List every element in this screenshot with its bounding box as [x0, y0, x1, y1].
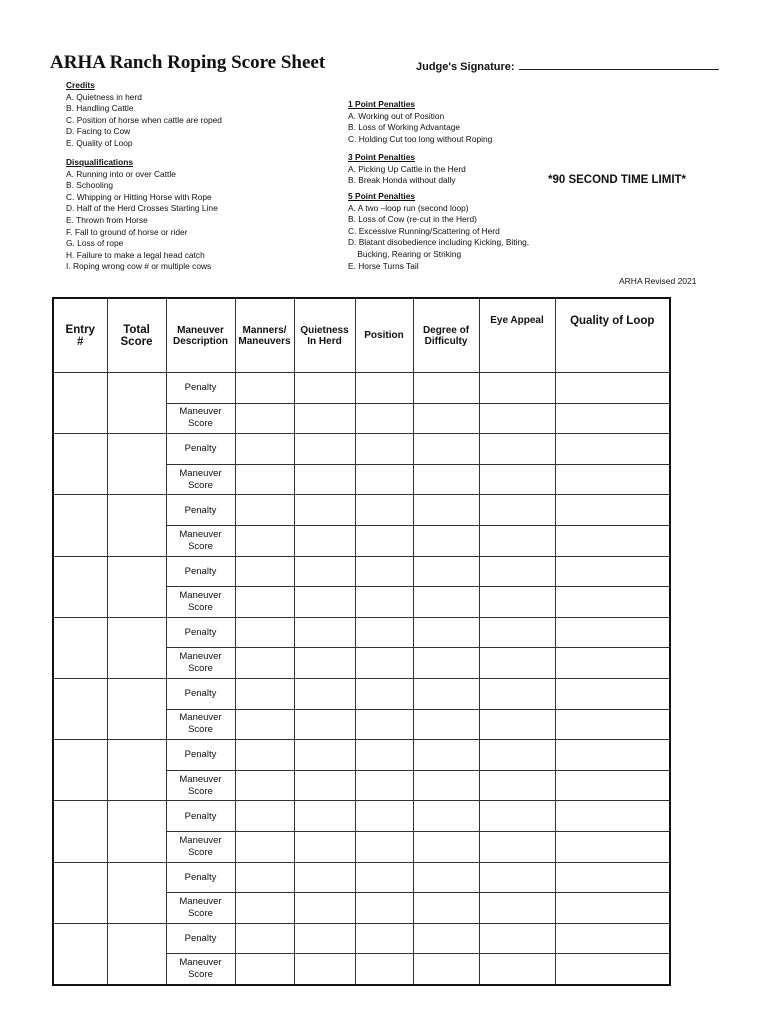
maneuver-score-cell[interactable]: [235, 525, 294, 556]
table-row: [53, 434, 670, 465]
penalty-score-cell[interactable]: [479, 740, 555, 771]
maneuver-score-cell[interactable]: [555, 587, 670, 618]
maneuver-score-label: Maneuver Score: [166, 954, 235, 985]
entry-number-cell[interactable]: [53, 678, 107, 739]
maneuver-score-cell[interactable]: [235, 954, 294, 985]
maneuver-score-cell[interactable]: [294, 464, 355, 495]
disqualification-item: A. Running into or over Cattle: [66, 168, 176, 179]
penalty-item: B. Loss of Working Advantage: [348, 122, 461, 133]
penalty-score-cell[interactable]: [555, 373, 670, 404]
maneuver-score-cell[interactable]: [355, 464, 413, 495]
entry-number-cell[interactable]: [53, 495, 107, 556]
penalty-item: A. A two –loop run (second loop): [348, 202, 469, 213]
penalty-score-cell[interactable]: [555, 617, 670, 648]
entry-number-cell[interactable]: [53, 373, 107, 434]
penalty-score-cell[interactable]: [294, 678, 355, 709]
maneuver-score-cell[interactable]: [413, 893, 479, 924]
penalty-score-cell[interactable]: [479, 923, 555, 954]
maneuver-score-cell[interactable]: [479, 464, 555, 495]
table-row: [53, 373, 670, 404]
entry-number-cell[interactable]: [53, 801, 107, 862]
disqualification-item: C. Whipping or Hitting Horse with Rope: [66, 191, 212, 202]
maneuver-score-cell[interactable]: [355, 403, 413, 434]
penalty-score-cell[interactable]: [413, 678, 479, 709]
maneuver-score-cell[interactable]: [555, 464, 670, 495]
maneuver-score-cell[interactable]: [294, 709, 355, 740]
penalty-item: C. Excessive Running/Scattering of Herd: [348, 225, 500, 236]
entry-number-cell[interactable]: [53, 556, 107, 617]
maneuver-score-label: Maneuver Score: [166, 831, 235, 862]
penalty-item: A. Working out of Position: [348, 110, 445, 121]
maneuver-score-cell[interactable]: [413, 709, 479, 740]
judge-signature-field[interactable]: [416, 59, 719, 73]
maneuver-score-cell[interactable]: [555, 709, 670, 740]
disqualification-item: G. Loss of rope: [66, 238, 124, 249]
maneuver-score-cell[interactable]: [555, 403, 670, 434]
maneuver-score-cell[interactable]: [294, 648, 355, 679]
table-row: [53, 678, 670, 709]
maneuver-score-cell[interactable]: [413, 770, 479, 801]
penalty-score-cell[interactable]: [413, 373, 479, 404]
penalty-item: D. Blatant disobedience including Kicking, Biting,: [348, 237, 530, 248]
maneuver-score-cell[interactable]: [294, 831, 355, 862]
table-row: [53, 923, 670, 954]
disqualification-item: E. Thrown from Horse: [66, 214, 148, 225]
maneuver-score-cell[interactable]: [555, 648, 670, 679]
penalty-score-cell[interactable]: [294, 740, 355, 771]
maneuver-score-cell[interactable]: [355, 893, 413, 924]
total-score-cell[interactable]: [107, 434, 166, 495]
total-score-cell[interactable]: [107, 740, 166, 801]
maneuver-score-cell[interactable]: [235, 403, 294, 434]
maneuver-score-cell[interactable]: [555, 831, 670, 862]
table-row: [53, 556, 670, 587]
entry-number-cell[interactable]: [53, 434, 107, 495]
maneuver-score-cell[interactable]: [479, 587, 555, 618]
penalty-score-cell[interactable]: [235, 923, 294, 954]
credits-section: [66, 80, 222, 150]
penalty-score-cell[interactable]: [294, 923, 355, 954]
table-row: [53, 862, 670, 893]
maneuver-score-cell[interactable]: [355, 954, 413, 985]
total-score-cell[interactable]: [107, 495, 166, 556]
penalty-score-cell[interactable]: [235, 678, 294, 709]
three-point-penalties-section: [348, 152, 466, 187]
penalty-score-cell[interactable]: [294, 556, 355, 587]
maneuver-score-label: Maneuver Score: [166, 648, 235, 679]
penalty-score-cell[interactable]: [479, 556, 555, 587]
header-quietness: Quietness In Herd: [294, 298, 355, 373]
maneuver-score-label: Maneuver Score: [166, 770, 235, 801]
total-score-cell[interactable]: [107, 801, 166, 862]
penalty-score-cell[interactable]: [413, 801, 479, 832]
disqualifications-section: [66, 157, 218, 273]
penalty-item: E. Horse Turns Tail: [348, 260, 419, 271]
header-difficulty: Degree of Difficulty: [413, 298, 479, 373]
maneuver-score-cell[interactable]: [294, 954, 355, 985]
maneuver-score-cell[interactable]: [235, 464, 294, 495]
disqualifications-heading: Disqualifications: [66, 157, 134, 167]
maneuver-score-label: Maneuver Score: [166, 587, 235, 618]
maneuver-score-cell[interactable]: [355, 587, 413, 618]
maneuver-score-cell[interactable]: [413, 464, 479, 495]
penalty-score-cell[interactable]: [479, 434, 555, 465]
total-score-cell[interactable]: [107, 617, 166, 678]
total-score-cell[interactable]: [107, 556, 166, 617]
maneuver-score-label: Maneuver Score: [166, 709, 235, 740]
penalty-score-cell[interactable]: [355, 740, 413, 771]
maneuver-score-label: Maneuver Score: [166, 525, 235, 556]
header-eye-appeal: Eye Appeal: [479, 298, 555, 373]
penalty-item: B. Break Honda without dally: [348, 175, 456, 186]
judge-signature-label: Judge's Signature:: [416, 61, 515, 73]
penalty-score-cell[interactable]: [235, 495, 294, 526]
penalty-score-cell[interactable]: [355, 801, 413, 832]
entry-number-cell[interactable]: [53, 862, 107, 923]
maneuver-score-cell[interactable]: [413, 587, 479, 618]
maneuver-score-cell[interactable]: [355, 770, 413, 801]
time-limit-notice: *90 SECOND TIME LIMIT*: [548, 174, 687, 186]
penalty-score-cell[interactable]: [555, 434, 670, 465]
penalty-score-cell[interactable]: [294, 373, 355, 404]
table-row: [53, 495, 670, 526]
header-position: Position: [355, 298, 413, 373]
penalty-score-cell[interactable]: [294, 617, 355, 648]
maneuver-score-cell[interactable]: [479, 403, 555, 434]
penalty-item: A. Picking Up Cattle in the Herd: [348, 163, 466, 174]
table-header-row: [53, 298, 670, 373]
penalty-score-cell[interactable]: [555, 740, 670, 771]
signature-line[interactable]: [519, 59, 719, 70]
maneuver-score-cell[interactable]: [479, 893, 555, 924]
maneuver-score-cell[interactable]: [355, 525, 413, 556]
entry-number-cell[interactable]: [53, 740, 107, 801]
penalty-score-cell[interactable]: [235, 862, 294, 893]
table-row: [53, 801, 670, 832]
penalty-score-cell[interactable]: [555, 678, 670, 709]
maneuver-score-cell[interactable]: [294, 587, 355, 618]
penalty-score-cell[interactable]: [555, 556, 670, 587]
penalty-score-cell[interactable]: [413, 556, 479, 587]
penalty-label: Penalty: [166, 678, 235, 709]
credits-item: E. Quality of Loop: [66, 137, 133, 148]
penalty-score-cell[interactable]: [555, 495, 670, 526]
penalty-score-cell[interactable]: [355, 923, 413, 954]
maneuver-score-cell[interactable]: [555, 954, 670, 985]
maneuver-score-cell[interactable]: [413, 403, 479, 434]
penalty-label: Penalty: [166, 617, 235, 648]
penalty-score-cell[interactable]: [294, 434, 355, 465]
penalty-label: Penalty: [166, 740, 235, 771]
penalty-item: Bucking, Rearing or Striking: [348, 248, 462, 259]
revision-note: ARHA Revised 2021: [619, 276, 697, 286]
maneuver-score-cell[interactable]: [235, 709, 294, 740]
maneuver-score-cell[interactable]: [235, 587, 294, 618]
penalty-score-cell[interactable]: [479, 617, 555, 648]
total-score-cell[interactable]: [107, 678, 166, 739]
maneuver-score-cell[interactable]: [294, 893, 355, 924]
credits-item: C. Position of horse when cattle are roped: [66, 114, 222, 125]
penalty-score-cell[interactable]: [413, 923, 479, 954]
penalty-label: Penalty: [166, 495, 235, 526]
penalty-score-cell[interactable]: [479, 862, 555, 893]
maneuver-score-cell[interactable]: [413, 831, 479, 862]
disqualification-item: F. Fall to ground of horse or rider: [66, 226, 188, 237]
maneuver-score-cell[interactable]: [294, 770, 355, 801]
maneuver-score-cell[interactable]: [235, 831, 294, 862]
penalty-score-cell[interactable]: [555, 862, 670, 893]
maneuver-score-label: Maneuver Score: [166, 403, 235, 434]
penalty-score-cell[interactable]: [235, 740, 294, 771]
score-table: [52, 297, 671, 986]
five-point-penalties-section: [348, 191, 529, 272]
page-title: ARHA Ranch Roping Score Sheet: [50, 52, 326, 73]
penalty-item: B. Loss of Cow (re-cut in the Herd): [348, 214, 477, 225]
penalty-score-cell[interactable]: [294, 862, 355, 893]
disqualification-item: I. Roping wrong cow # or multiple cows: [66, 261, 212, 272]
credits-item: A. Quietness in herd: [66, 91, 142, 102]
penalty-score-cell[interactable]: [413, 740, 479, 771]
disqualification-item: H. Failure to make a legal head catch: [66, 249, 205, 260]
maneuver-score-cell[interactable]: [479, 709, 555, 740]
disqualification-item: B. Schooling: [66, 180, 114, 191]
maneuver-score-cell[interactable]: [355, 648, 413, 679]
penalty-score-cell[interactable]: [355, 556, 413, 587]
penalty-item: C. Holding Cut too long without Roping: [348, 133, 493, 144]
total-score-cell[interactable]: [107, 923, 166, 985]
maneuver-score-cell[interactable]: [413, 648, 479, 679]
penalty-score-cell[interactable]: [355, 373, 413, 404]
disqualification-item: D. Half of the Herd Crosses Starting Line: [66, 203, 218, 214]
penalty-score-cell[interactable]: [355, 617, 413, 648]
maneuver-score-cell[interactable]: [294, 525, 355, 556]
table-row: [53, 617, 670, 648]
penalty-score-cell[interactable]: [413, 862, 479, 893]
penalty-score-cell[interactable]: [235, 373, 294, 404]
penalty-score-cell[interactable]: [294, 495, 355, 526]
maneuver-score-cell[interactable]: [235, 893, 294, 924]
penalty-score-cell[interactable]: [479, 495, 555, 526]
penalty-label: Penalty: [166, 556, 235, 587]
penalty-label: Penalty: [166, 801, 235, 832]
three-point-penalties-heading: 3 Point Penalties: [348, 152, 416, 162]
penalty-score-cell[interactable]: [235, 434, 294, 465]
total-score-cell[interactable]: [107, 373, 166, 434]
penalty-score-cell[interactable]: [355, 678, 413, 709]
maneuver-score-cell[interactable]: [413, 954, 479, 985]
total-score-cell[interactable]: [107, 862, 166, 923]
penalty-label: Penalty: [166, 862, 235, 893]
maneuver-score-label: Maneuver Score: [166, 893, 235, 924]
penalty-score-cell[interactable]: [413, 617, 479, 648]
penalty-label: Penalty: [166, 923, 235, 954]
credits-heading: Credits: [66, 80, 95, 90]
maneuver-score-cell[interactable]: [479, 770, 555, 801]
penalty-score-cell[interactable]: [413, 434, 479, 465]
penalty-score-cell[interactable]: [555, 923, 670, 954]
one-point-penalties-heading: 1 Point Penalties: [348, 99, 416, 109]
penalty-score-cell[interactable]: [479, 801, 555, 832]
penalty-score-cell[interactable]: [355, 495, 413, 526]
maneuver-score-cell[interactable]: [294, 403, 355, 434]
penalty-label: Penalty: [166, 434, 235, 465]
penalty-score-cell[interactable]: [235, 617, 294, 648]
header-manners-maneuvers: Manners/ Maneuvers: [235, 298, 294, 373]
maneuver-score-label: Maneuver Score: [166, 464, 235, 495]
maneuver-score-cell[interactable]: [555, 770, 670, 801]
maneuver-score-cell[interactable]: [479, 525, 555, 556]
maneuver-score-cell[interactable]: [479, 648, 555, 679]
penalty-score-cell[interactable]: [555, 801, 670, 832]
table-row: [53, 740, 670, 771]
penalty-score-cell[interactable]: [355, 434, 413, 465]
header-entry: Entry #: [53, 298, 107, 373]
one-point-penalties-section: [348, 99, 492, 145]
entry-number-cell[interactable]: [53, 617, 107, 678]
maneuver-score-cell[interactable]: [555, 893, 670, 924]
maneuver-score-cell[interactable]: [479, 954, 555, 985]
maneuver-score-cell[interactable]: [355, 709, 413, 740]
penalty-score-cell[interactable]: [294, 801, 355, 832]
penalty-label: Penalty: [166, 373, 235, 404]
header-maneuver-description: Maneuver Description: [166, 298, 235, 373]
entry-number-cell[interactable]: [53, 923, 107, 985]
penalty-score-cell[interactable]: [413, 495, 479, 526]
maneuver-score-cell[interactable]: [555, 525, 670, 556]
header-total-score: Total Score: [107, 298, 166, 373]
maneuver-score-cell[interactable]: [479, 831, 555, 862]
penalty-score-cell[interactable]: [355, 862, 413, 893]
penalty-score-cell[interactable]: [235, 801, 294, 832]
maneuver-score-cell[interactable]: [235, 770, 294, 801]
penalty-score-cell[interactable]: [235, 556, 294, 587]
credits-item: D. Facing to Cow: [66, 126, 131, 137]
credits-item: B. Handling Cattle: [66, 103, 134, 114]
penalty-score-cell[interactable]: [479, 678, 555, 709]
maneuver-score-cell[interactable]: [235, 648, 294, 679]
maneuver-score-cell[interactable]: [413, 525, 479, 556]
maneuver-score-cell[interactable]: [355, 831, 413, 862]
penalty-score-cell[interactable]: [479, 373, 555, 404]
header-quality-of-loop: Quality of Loop: [555, 298, 670, 373]
five-point-penalties-heading: 5 Point Penalties: [348, 191, 416, 201]
